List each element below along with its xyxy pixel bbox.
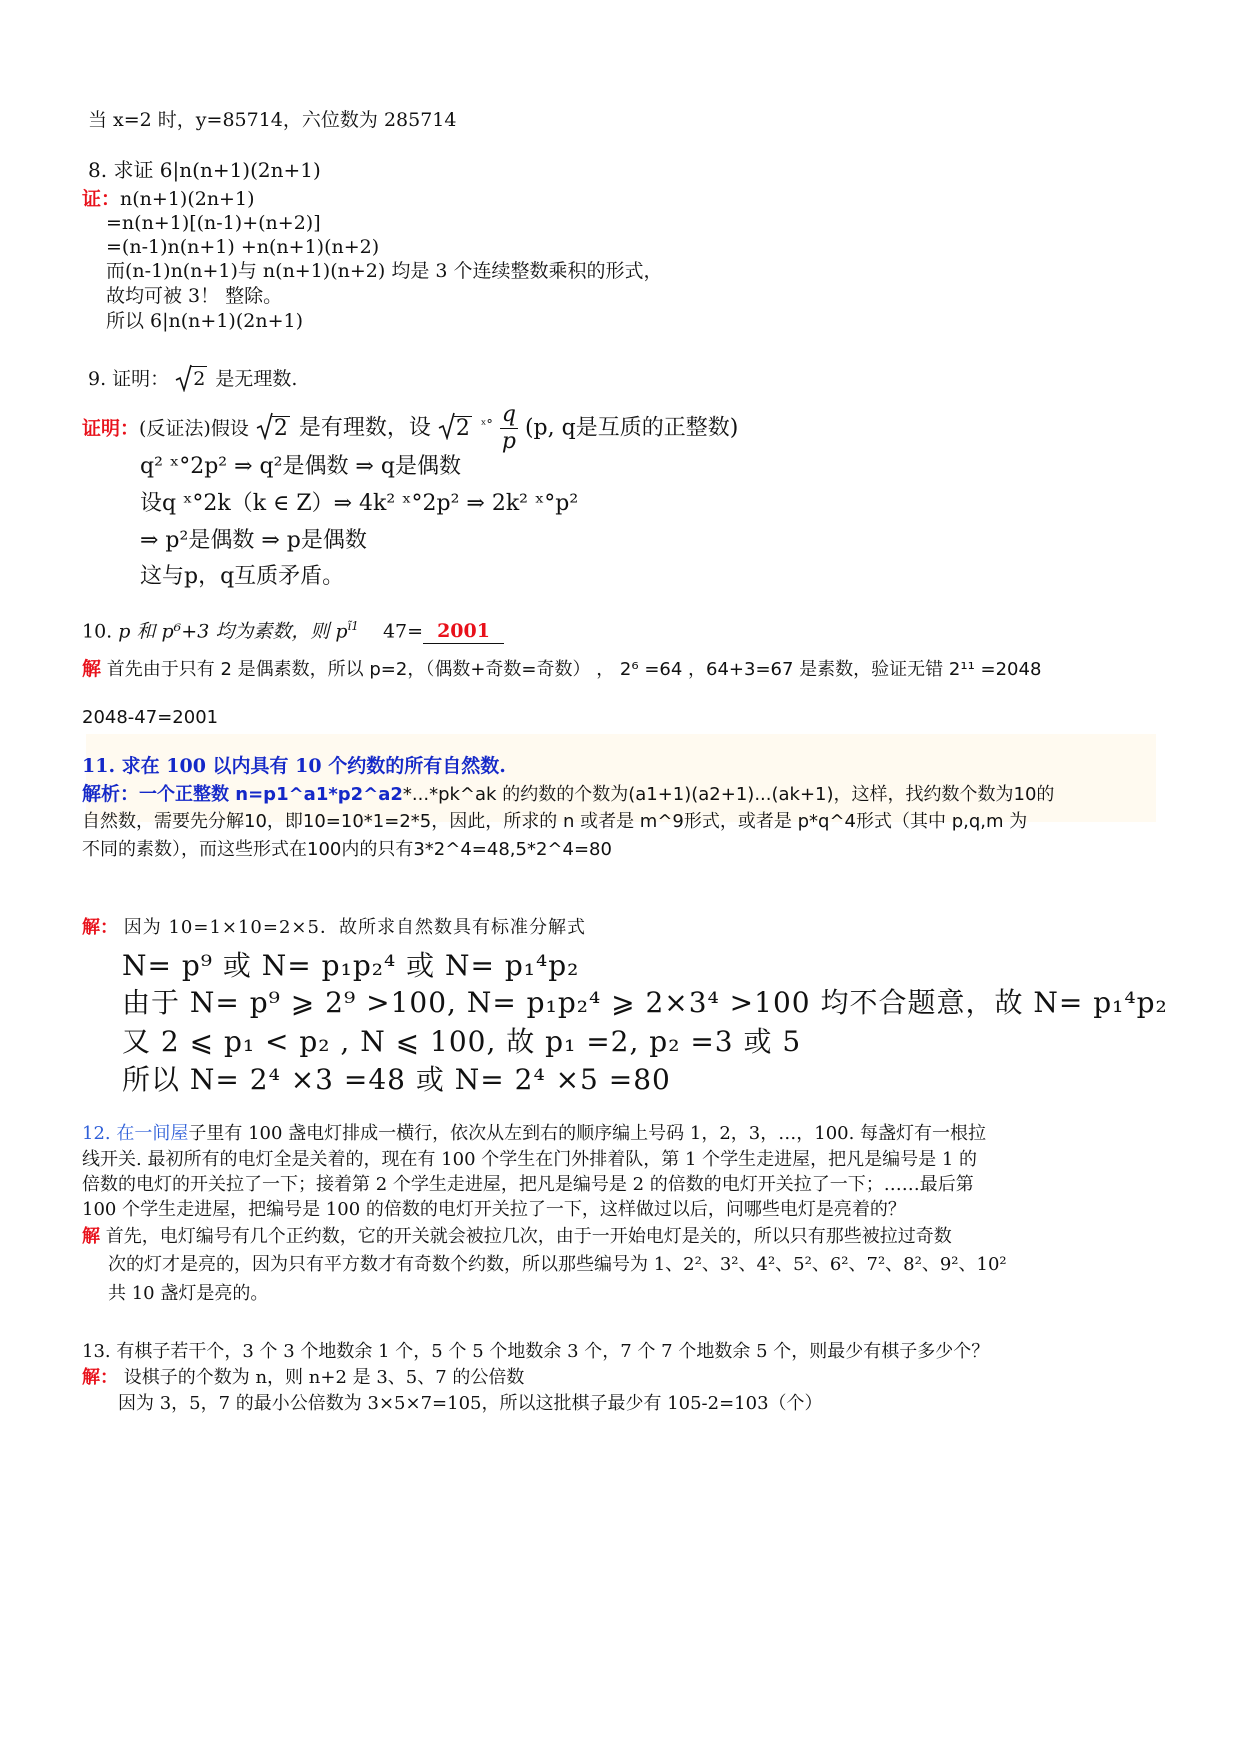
analysis-label: 解析： — [82, 783, 140, 805]
solution-label: 解： — [82, 917, 118, 938]
problem-12-line: 12. 在一间屋子里有 100 盏电灯排成一横行，依次从左到右的顺序编上号码 1，2，3，…，100. 每盏灯有一根拉 — [82, 1123, 987, 1144]
keyword-link[interactable]: 在一间屋 — [116, 1123, 189, 1144]
proof-text: n(n+1)(2n+1) — [120, 188, 255, 210]
proof-line — [82, 187, 254, 211]
problem-11-title: 11. 求在 100 以内具有 10 个约数的所有自然数. — [82, 755, 506, 777]
proof-label: 证明： — [82, 417, 140, 440]
solution-line: 解 首先由于只有 2 是偶素数，所以 p=2，（偶数+奇数=奇数） ， 2⁶ =64 ，64+3=67 是素数，验证无错 2¹¹ =2048 — [82, 658, 1042, 680]
analysis-line: 自然数，需要先分解10，即10=10*1=2*5，因此，所求的 n 或者是 m^9形式，或者是 p*q^4形式（其中 p,q,m 为 — [82, 811, 1028, 832]
proof-line: 故均可被 3！ 整除。 — [106, 285, 283, 307]
proof-line: 设q ˣ°2k（k ∈ Z）⇒ 4k² ˣ°2p² ⇒ 2k² ˣ°p² — [140, 491, 579, 516]
solution-line: 次的灯才是亮的，因为只有平方数才有奇数个约数，所以那些编号为 1、2²、3²、4²、5²、6²、7²、8²、9²、10² — [108, 1254, 1007, 1275]
sqrt-icon: 2 — [438, 414, 472, 444]
problem-12-line: 100 个学生走进屋，把编号是 100 的倍数的电灯开关拉了一下，这样做过以后，问哪些电灯是亮着的？ — [82, 1199, 906, 1220]
solution-line: 因为 3，5，7 的最小公倍数为 3×5×7=105，所以这批棋子最少有 105-2=103（个） — [118, 1393, 823, 1414]
math-line: 所以 N= 2⁴ ×3 =48 或 N= 2⁴ ×5 =80 — [122, 1063, 671, 1096]
highlight-box — [86, 734, 1156, 822]
problem-8-title: 8. 求证 6|n(n+1)(2n+1) — [88, 158, 321, 182]
math-line: 由于 N= p⁹ ⩾ 2⁹ >100, N= p₁p₂⁴ ⩾ 2×3⁴ >100 均不合题意，故 N= p₁⁴p₂ — [122, 986, 1168, 1019]
problem-12-line: 倍数的电灯的开关拉了一下；接着第 2 个学生走进屋，把凡是编号是 2 的倍数的电灯开关拉了一下；……最后第 — [82, 1174, 974, 1195]
math-line: 又 2 ⩽ p₁ < p₂ , N ⩽ 100, 故 p₁ =2, p₂ =3 或 5 — [122, 1025, 802, 1058]
problem-13-title: 13. 有棋子若干个，3 个 3 个地数余 1 个，5 个 5 个地数余 3 个，7 个 7 个地数余 5 个，则最少有棋子多少个？ — [82, 1341, 990, 1362]
proof-line: ⇒ p²是偶数 ⇒ p是偶数 — [140, 528, 367, 553]
solution-line: 2048-47=2001 — [82, 707, 219, 728]
solution-line: 解 首先，电灯编号有几个正约数，它的开关就会被拉几次，由于一开始电灯是关的，所以只有那些被拉过奇数 — [82, 1226, 952, 1247]
analysis-line: 解析：一个正整数 n=p1^a1*p2^a2*...*pk^ak 的约数的个数为(a1+1)(a2+1)...(ak+1)，这样，找约数个数为10的 — [82, 783, 1055, 805]
problem-10-title: 10. p 和 p⁶+3 均为素数，则 $p^{ĩ1}$ 47= 2001 — [82, 614, 504, 644]
proof-label: 证： — [82, 188, 121, 210]
analysis-line: 不同的素数），而这些形式在100内的只有3*2^4=48,5*2^4=80 — [82, 839, 612, 860]
sqrt-icon: 2 — [256, 414, 290, 444]
solution-label: 解 — [82, 1226, 100, 1247]
solution-line: 解： 因为 10=1×10=2×5．故所求自然数具有标准分解式 — [82, 917, 586, 938]
proof-line: 而(n-1)n(n+1)与 n(n+1)(n+2) 均是 3 个连续整数乘积的形式， — [106, 260, 663, 282]
math-line: N= p⁹ 或 N= p₁p₂⁴ 或 N= p₁⁴p₂ — [122, 949, 580, 982]
fraction: $\frac{q}{p}$ — [501, 402, 516, 454]
solution-line: 解： 设棋子的个数为 n，则 n+2 是 3、5、7 的公倍数 — [82, 1367, 525, 1388]
solution-label: 解： — [82, 1367, 118, 1388]
proof-line: 这与p，q互质矛盾。 — [140, 564, 345, 589]
proof-line: 所以 6|n(n+1)(2n+1) — [106, 310, 303, 332]
proof-line: 证明：(反证法)假设 2 是有理数，设 2 $^{ˣ^\circ}$ $\frac{q}{p}$ (p, q是互质的正整数) — [82, 402, 739, 454]
proof-line: =(n-1)n(n+1) +n(n+1)(n+2) — [106, 236, 380, 258]
proof-line: =n(n+1)[(n-1)+(n+2)] — [106, 212, 321, 234]
solution-line: 共 10 盏灯是亮的。 — [108, 1283, 269, 1304]
text-line: 当 x=2 时，y=85714，六位数为 285714 — [88, 109, 457, 131]
answer-blank: 2001 — [423, 619, 504, 644]
sqrt-icon: 2 — [175, 366, 207, 391]
solution-label: 解 — [82, 658, 102, 680]
problem-12-line: 线开关. 最初所有的电灯全是关着的，现在有 100 个学生在门外排着队，第 1 个学生走进屋，把凡是编号是 1 的 — [82, 1149, 978, 1170]
problem-9-title: 9. 证明： 2 是无理数. — [88, 366, 297, 391]
proof-line: q² ˣ°2p² ⇒ q²是偶数 ⇒ q是偶数 — [140, 454, 461, 479]
